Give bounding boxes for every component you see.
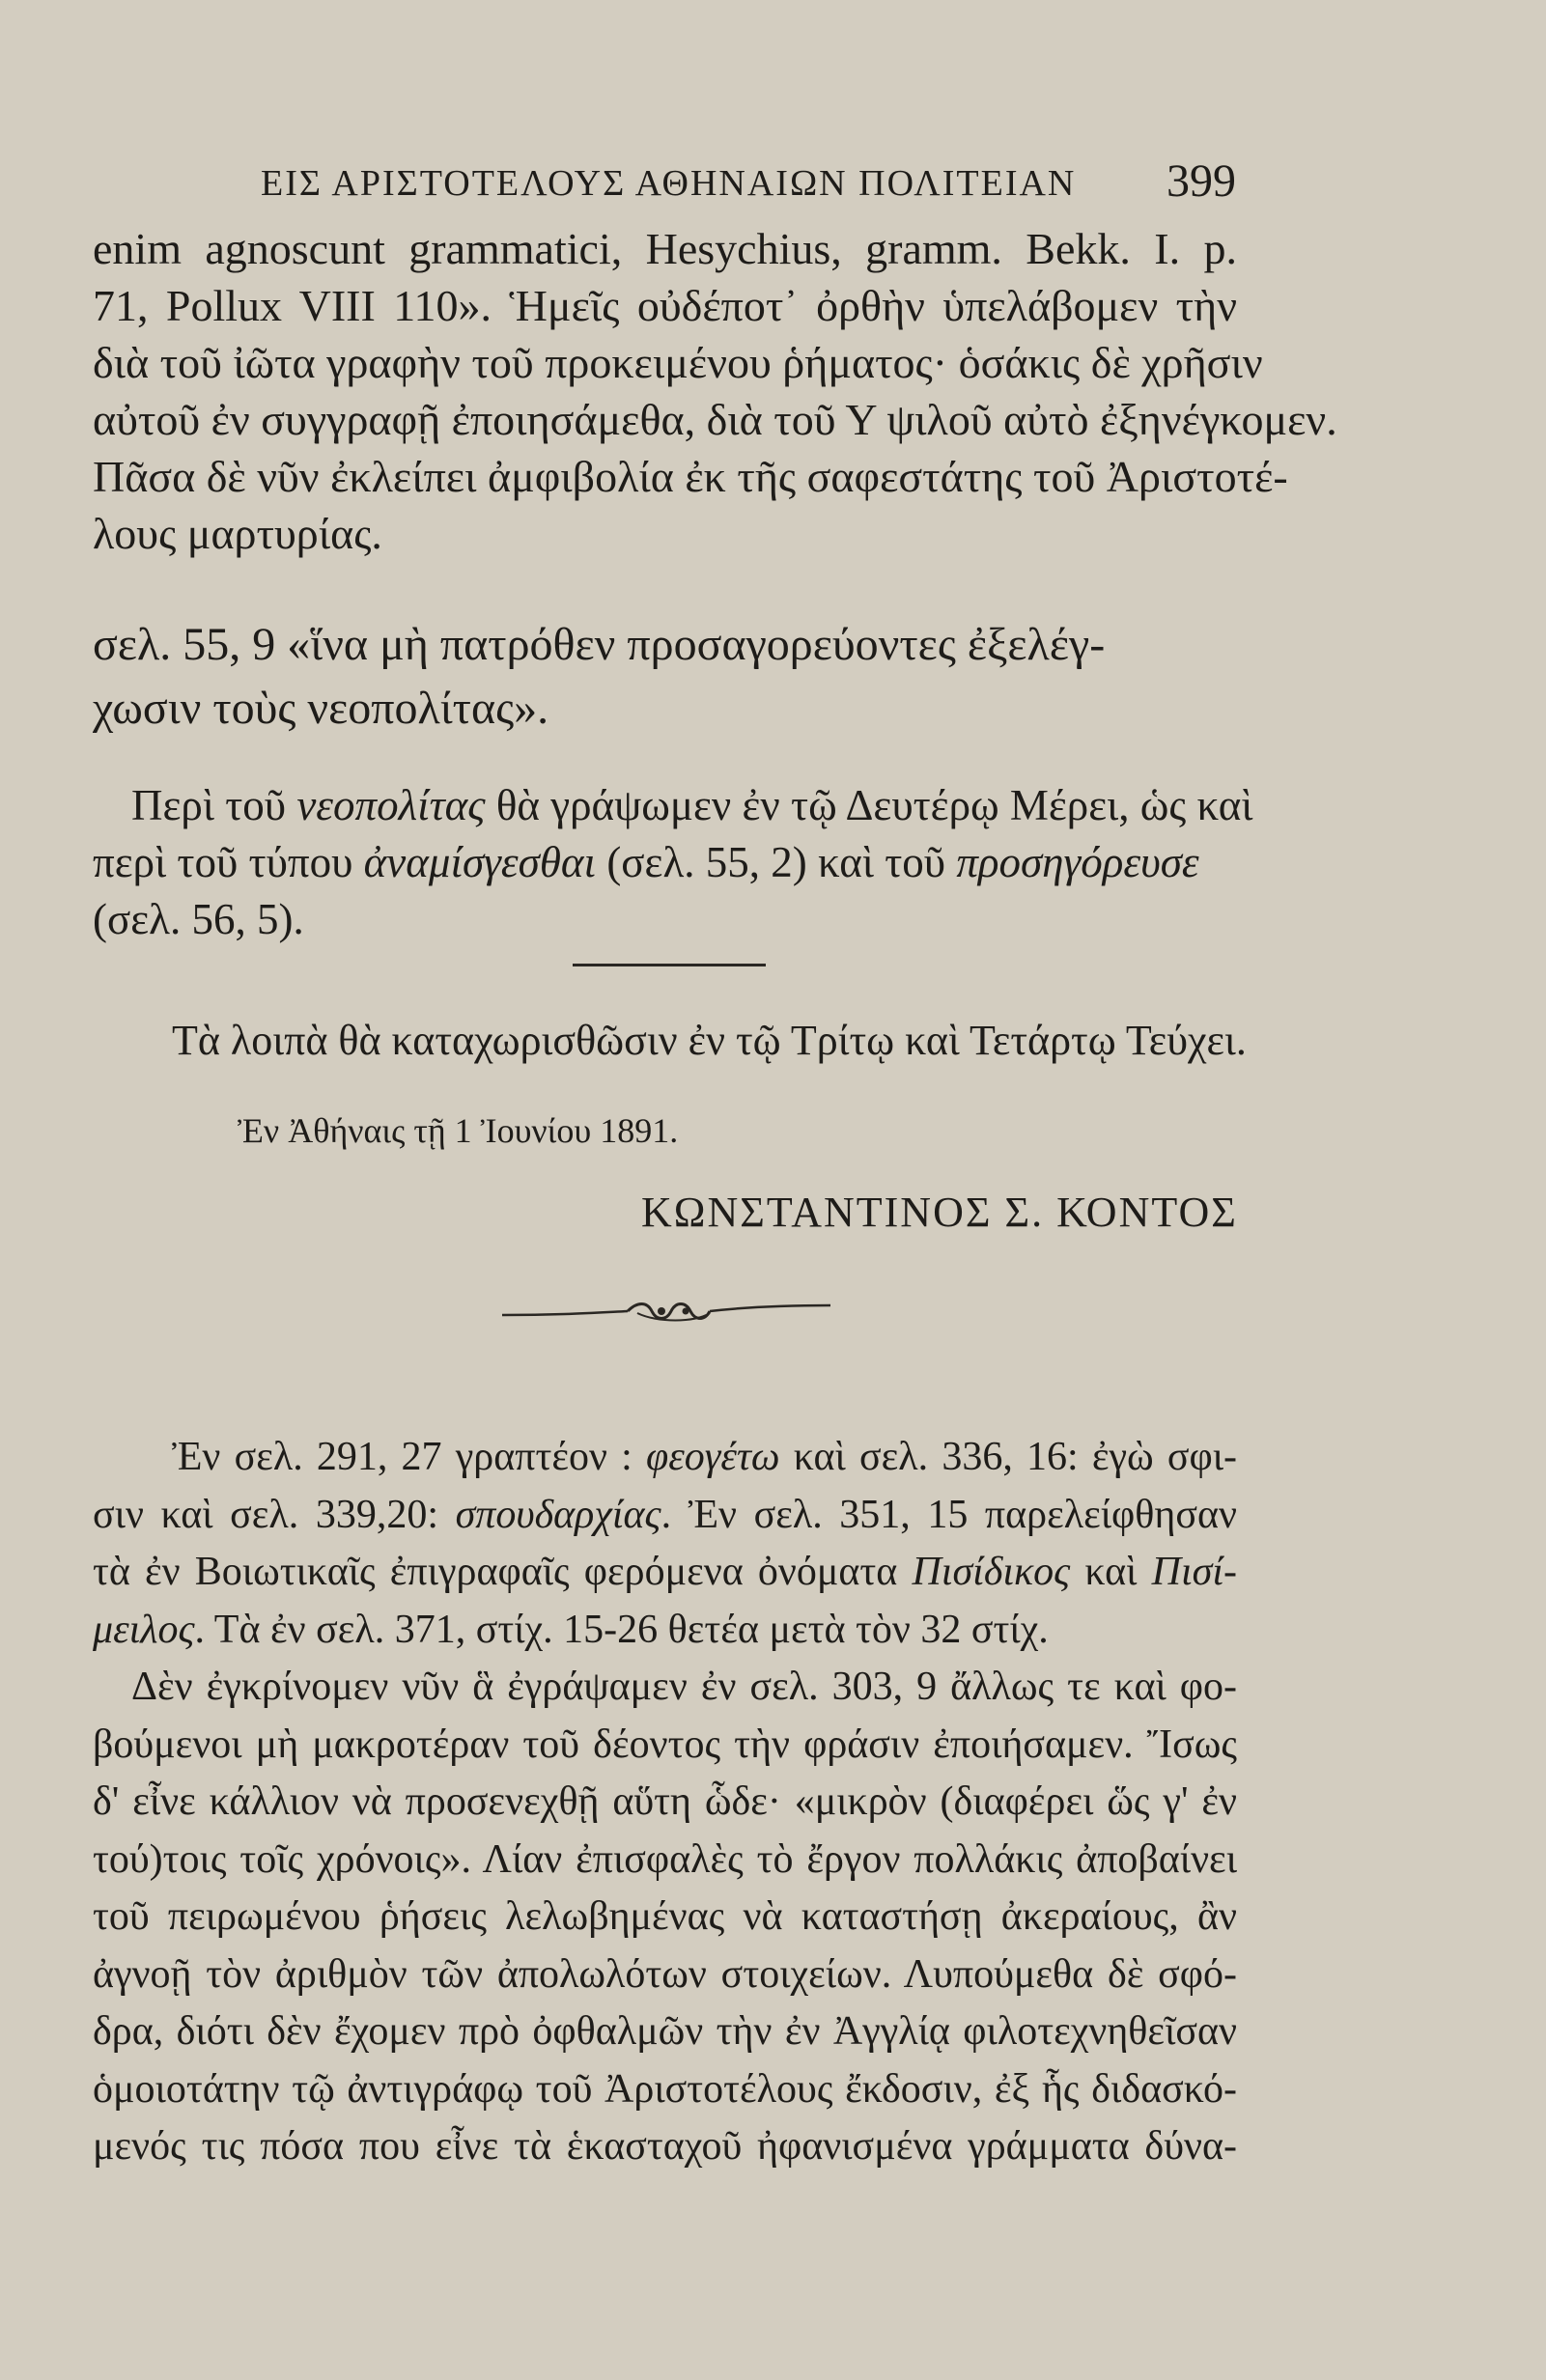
text-run: περὶ τοῦ τύπου bbox=[93, 838, 364, 886]
text-line: τοῦ πειρωμένου ῥήσεις λελωβημένας νὰ καταστήσῃ ἀκεραίους, ἂν bbox=[93, 1894, 1237, 1939]
text-line: διὰ τοῦ ἰῶτα γραφὴν τοῦ προκειμένου ῥήματος· ὁσάκις δὲ χρῆσιν bbox=[93, 338, 1263, 387]
text-line: αὐτοῦ ἐν συγγραφῇ ἐποιησάμεθα, διὰ τοῦ Υ ψιλοῦ αὐτὸ ἐξηνέγκομεν. bbox=[93, 395, 1337, 444]
text-line: Δὲν ἐγκρίνομεν νῦν ἃ ἐγράψαμεν ἐν σελ. 303, 9 ἄλλως τε καὶ φο- bbox=[131, 1665, 1237, 1709]
text-run: καὶ σελ. 336, 16: ἐγὼ σφι- bbox=[779, 1435, 1238, 1479]
italic-term: μειλος bbox=[93, 1607, 195, 1652]
text-run: θὰ γράψωμεν ἐν τῷ Δευτέρῳ Μέρει, ὡς καὶ bbox=[485, 781, 1253, 829]
author-signature: ΚΩΝΣΤΑΝΤΙΝΟΣ Σ. ΚΟΝΤΟΣ bbox=[641, 1189, 1238, 1236]
text-line: τού)τοις τοῖς χρόνοις». Λίαν ἐπισφαλὲς τὸ ἔργον πολλάκις ἀποβαίνει bbox=[93, 1836, 1237, 1882]
running-header bbox=[261, 154, 1236, 212]
text-line bbox=[93, 1602, 1237, 1660]
text-line bbox=[93, 1544, 1237, 1602]
text-line: (σελ. 56, 5). bbox=[93, 895, 304, 943]
italic-term: σπουδαρχίας bbox=[455, 1492, 661, 1537]
remaining-note: Τὰ λοιπὰ θὰ καταχωρισθῶσιν ἐν τῷ Τρίτῳ καὶ Τετάρτῳ Τεύχει. bbox=[172, 1017, 1247, 1064]
page-number: 399 bbox=[1167, 155, 1236, 207]
text-run: Ἐν σελ. 291, 27 γραπτέον : bbox=[172, 1435, 646, 1479]
text-run: Περὶ τοῦ bbox=[131, 781, 297, 829]
text-line: enim agnoscunt grammatici, Hesychius, gramm. Bekk. I. p. bbox=[93, 224, 1237, 273]
text-run: καὶ bbox=[1070, 1550, 1152, 1594]
text-line bbox=[93, 1487, 1237, 1545]
text-line: δρα, διότι δὲν ἔχομεν πρὸ ὀφθαλμῶν τὴν ἐν Ἀγγλίᾳ φιλοτεχνηθεῖσαν bbox=[93, 2009, 1237, 2054]
corrigenda-paragraph-2 bbox=[93, 1659, 1237, 2176]
italic-term: ἀναμίσγεσθαι bbox=[363, 838, 597, 886]
text-run: σιν καὶ σελ. 339,20: bbox=[93, 1492, 456, 1537]
text-line: μενός τις πόσα που εἶνε τὰ ἑκασταχοῦ ἠφανισμένα γράμματα δύνα- bbox=[93, 2124, 1237, 2169]
paragraph-quotation bbox=[93, 613, 1237, 741]
text-line: ὁμοιοτάτην τῷ ἀντιγράφῳ τοῦ Ἀριστοτέλους ἔκδοσιν, ἐξ ἧς διδασκό- bbox=[93, 2066, 1237, 2112]
text-line: χωσιν τοὺς νεοπολίτας». bbox=[93, 683, 549, 734]
decorative-flourish-icon bbox=[502, 1294, 830, 1332]
paragraph-latin-citation bbox=[93, 220, 1337, 562]
running-title: ΕΙΣ ΑΡΙΣΤΟΤΕΛΟΥΣ ΑΘΗΝΑΙΩΝ ΠΟΛΙΤΕΙΑΝ bbox=[261, 163, 1077, 204]
text-line: δ' εἶνε κάλλιον νὰ προσενεχθῇ αὕτη ὧδε· «μικρὸν (διαφέρει ὥς γ' ἐν bbox=[93, 1779, 1237, 1824]
text-line: βούμενοι μὴ μακροτέραν τοῦ δέοντος τὴν φράσιν ἐποιήσαμεν. Ἴσως bbox=[93, 1722, 1237, 1767]
italic-term: Πισίδικος bbox=[912, 1550, 1071, 1594]
text-run: (σελ. 55, 2) καὶ τοῦ bbox=[596, 838, 957, 886]
text-line bbox=[93, 777, 1253, 834]
italic-term: νεοπολίτας bbox=[296, 781, 486, 829]
text-run: . Τὰ ἐν σελ. 371, στίχ. 15-26 θετέα μετὰ τὸν 32 στίχ. bbox=[194, 1607, 1049, 1652]
text-line bbox=[93, 834, 1237, 891]
dateline: Ἐν Ἀθήναις τῇ 1 Ἰουνίου 1891. bbox=[238, 1111, 679, 1150]
text-run: τὰ ἐν Βοιωτικαῖς ἐπιγραφαῖς φερόμενα ὀνόματα bbox=[93, 1550, 913, 1594]
text-line: Πᾶσα δὲ νῦν ἐκλείπει ἀμφιβολία ἐκ τῆς σαφεστάτης τοῦ Ἀριστοτέ- bbox=[93, 452, 1288, 501]
text-line bbox=[93, 1429, 1237, 1487]
italic-term: φεογέτω bbox=[645, 1435, 780, 1479]
text-run: . Ἐν σελ. 351, 15 παρελείφθησαν bbox=[661, 1492, 1237, 1537]
italic-term: προσηγόρευσε bbox=[956, 838, 1199, 886]
section-divider bbox=[573, 964, 766, 966]
paragraph-note bbox=[93, 777, 1253, 948]
italic-term: Πισί- bbox=[1151, 1550, 1237, 1594]
text-line: σελ. 55, 9 «ἵνα μὴ πατρόθεν προσαγορεύοντες ἐξελέγ- bbox=[93, 619, 1106, 670]
text-line: 71, Pollux VIII 110». Ἡμεῖς οὐδέποτ᾽ ὀρθὴν ὑπελάβομεν τὴν bbox=[93, 281, 1237, 330]
corrigenda-paragraph bbox=[93, 1429, 1237, 1659]
text-line: λους μαρτυρίας. bbox=[93, 509, 382, 558]
text-line: ἀγνοῇ τὸν ἀριθμὸν τῶν ἀπολωλότων στοιχείων. Λυπούμεθα δὲ σφό- bbox=[93, 1951, 1237, 1997]
